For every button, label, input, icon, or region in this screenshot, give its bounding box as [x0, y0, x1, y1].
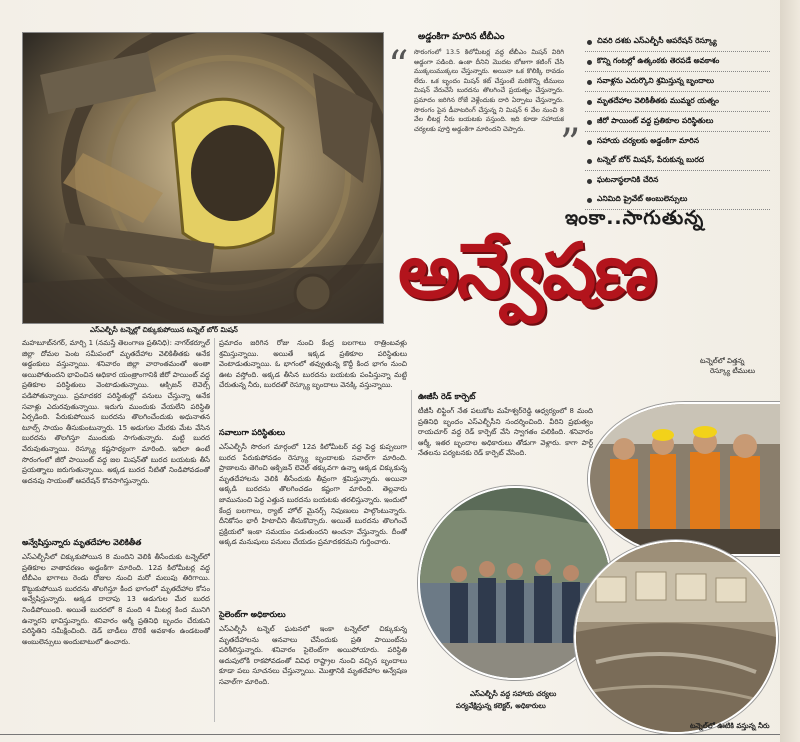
highlight-item: ఘటనాస్థలానికి చేరిన	[585, 171, 770, 190]
seepage-caption: టన్నెల్‌లో ఊటికి వస్తున్న నీరు	[690, 722, 770, 730]
column-3-subheading: ఊజీసీ రెడ్ కార్పెట్	[418, 392, 476, 401]
column-2-text: ప్రమాదం జరిగిన రోజు నుంచి కేంద్ర బలగాలు రాత్రింబవళ్లు శ్రమిస్తున్నాయి. అయితే ఇక్కడ ప్రతికూల పరిస్థితులు వెంటాడుతున్నాయి. ఓ భాగంలో తవ్వుతున్న కొద్దీ కింద భాగం నుంచి ఊట వస్తోంది. అక్కడ తీసిన బురదను బయటకు పంపిస్తున్నా మట్టి చేరుతున్న నీరు, బురదతో రెస్క్యూ బృందాలు వెనక్కి వస్తున్నాయి.	[219, 339, 407, 390]
column-2-subheading: సవాలుగా పరిస్థితులు	[219, 428, 286, 437]
seepage-photo	[574, 540, 778, 734]
tbm-box-text: సొరంగంలో 13.5 కిలోమీటర్ల వద్ద టీబీఎం మిషన్ విరిగి అడ్డంగా పడింది. ఉంకా దీనిని మొదట బోజుగా కటింగ్ చేసి ముక్కలుముక్కలు చేస్తున్నారు. అయినా ఒక కొలిక్కి రావడం లేదు. ఒక బృందం మిషన్ కట్ చేస్తుంటే మరికొన్ని టీములు మిషన్ వేరుచేసే బురదను తొలగించే ప్రయత్నం చేస్తున్నారు. ప్రమాదం జరిగిన రోజే వెళ్లేందుకు దారి ఏర్పాటు చేస్తున్నారు. సొరంగం పైన డీవాటరింగ్ చేస్తున్న ని మిషన్ 6 వేల నుంచి 8 వేల లీటర్ల నీరు బయటకు వస్తుంది. ఇది కూడా సహాయక చర్యలకు పూర్తి అడ్డంకిగా మారిందని చెప్పారు.	[414, 48, 564, 133]
column-3-text: టీజీసీ లిఫ్టింగ్ నేత పలుకోట మహేశ్వర్‌రెడ్డి ఆధ్వర్యంలో 8 మంది ప్రతినిధి బృందం ఎస్ఎల్బీసీని సందర్శించింది. వీరిని ప్రభుత్వం రాయచూర్ వద్ద రెడ్ కార్పెట్ వేసి స్వాగతం పలికింది. శనివారం ఆర్మీ, ఇతర బృందాల అధికారులు తోడుగా వెళ్లారు. కాగా పార్ట్ నేతలను పర్యటనకు రెడ్ కార్పెట్ వేసింది.	[418, 407, 593, 458]
highlight-item: మృతదేహాల వెలికితీతకు ముమ్మర యత్నం	[585, 92, 770, 112]
column-1-subheading: అన్వేషిస్తున్నారు మృతదేహాల వెలికితీత	[22, 538, 142, 547]
highlight-item: టన్నెల్ బోర్ మిషన్, పేరుకున్న బురద	[585, 151, 770, 171]
column-1-text: మహబూబ్‌నగర్, మార్చి 1 (నమస్తే తెలంగాణ ప్రతినిధి): నాగర్‌కర్నూల్ జిల్లా దోమల పెంట సమీపంలో మృతదేహాల వెలికితీతకు అనేక అడ్డంకులు వస్తున్నాయి. శనివారం జిల్లా వారాంతమంతో అంతా అయిపోతుందని భావించిన అధికార యంత్రాంగానికి జీరో పాయింట్ వద్ద ప్రతికూల పరిస్థితులు వెంటాడుతున్నాయి. ఆక్సిజన్ లెవెల్స్ పడిపోతున్నాయి. ప్రమాదకర పరిస్థితుల్లో పనులు చేస్తున్నా అనేక సవాళ్లు ఎదురవుతున్నాయి. ఇదుగు ముందుకు వేయలేని పరిస్థితి ఏర్పడింది. పేరుకుపోయిన బురదను తొలగించేందుకు అధునాతన టూల్స్ సాయం తీసుకుంటున్నారు. 15 అడుగుల మేరకు మేట వేసిన బురదను తొలగిస్తూ ముందుకు సాగుతున్నారు. మట్టి బురద వేరువుతున్నాయి. రెస్క్యూ కష్టసాధ్యంగా మారింది. ఇదిలా ఉంటే సొరంగంలో జీరో పాయింట్ వద్ద జల మిషన్‌తో బురద బయటకు తీసే ప్రయత్నాలు జరుగుతున్నాయి. అక్కడ బురద నీటితో నిండిపోవడంతో అదనపు సాయంతో ఆపరేషన్ కొనసాగిస్తున్నారు.	[22, 339, 210, 485]
rescue-team-caption-2: రెస్క్యూ టీములు	[710, 367, 756, 375]
column-2-subheading-2: సైలెంట్‌గా అధికారులు	[219, 610, 286, 619]
column-2-text-3: ఎస్ఎల్బీసీ టన్నెల్ ఘటనలో ఇంకా టన్నెల్‌లో చిక్కుకున్న మృతదేహాలను ఆనవాలు చేసేందుకు ప్రతి పాయింట్‌ను పరిశీలిస్తున్నారు. శనివారం సైలెంట్‌గా అయిపోయారు. పరిస్థితి అదుపులోకి రాకపోవడంతో వివిధ రాష్ట్రాల నుంచి వచ్చిన బృందాలు కూడా పలు సూచనలు చేస్తున్నాయి. మొత్తానికి మృతదేహాల అన్వేషణ సవాల్‌గా మారింది.	[219, 625, 407, 686]
highlight-item: సహాయ చర్యలకు అడ్డంకిగా మారిన	[585, 132, 770, 151]
main-photo-caption: ఎస్ఎల్బీసీ టన్నెల్లో చిక్కుకుపోయిన టన్నెల్ బోర్ మిషన్	[90, 326, 238, 334]
rescue-team-image	[590, 404, 780, 554]
column-divider	[214, 338, 215, 722]
rescue-team-photo	[588, 402, 782, 556]
column-divider	[411, 390, 412, 450]
highlight-item: కొన్ని గంటల్లో ఉత్కంఠకు తెరపడే అవకాశం	[585, 52, 770, 72]
column-2-text-2: ఎస్ఎల్బీసీ సొరంగ మార్గంలో 12వ కిలోమీటర్ వద్ద పెద్ద కుప్పలుగా బురద పేరుకుపోవడం రెస్క్యూ బృందాలకు సవాల్‌గా మారింది. ప్రాణాలను తెగించి ఆక్సిజన్ లెవెల్ తక్కువగా ఉన్నా అక్కడ చిక్కుకున్న మృతదేహాలను వెలికి తీసేందుకు తీవ్రంగా శ్రమిస్తున్నారు. అయినా అక్కడి బురదను తొలగించడం కష్టంగా మారింది. తెల్లవారు జామునుంచి పెద్ద ఎత్తున బురదను బయటకు తరలిస్తున్నారు. ఇందులో కేంద్ర బలగాలు, ర్యాట్ హోల్ మైనర్స్ నిపుణులు పాల్గొంటున్నారు. దీనికోసం భారీ హిటాచీని తీసుకొచ్చారు. అయితే బురదను తొలగించే ప్రక్రియలో ఇంకా సమయం పడుతుందని అంచనా వేస్తున్నారు. దీంతో అక్కడ మనుషులు పనులు చేయడం ప్రమాదకరమని గుర్తించారు.	[219, 443, 407, 547]
rescue-team-caption-1: టన్నెల్‌లో విత్తన్న	[700, 357, 745, 365]
open-quote-icon: “	[388, 43, 409, 89]
highlight-item: చివరి దశకు ఎస్ఎల్బీసీ ఆపరేషన్ రెస్క్యూ	[585, 32, 770, 52]
highlight-item: ఎనిమిది ప్రైవేట్ అంబులెన్సులు	[585, 190, 770, 210]
officials-caption-2: పర్యవేక్షిస్తున్న కలెక్టర్, అధికారులు	[456, 702, 546, 710]
tunnel-machine-image	[23, 33, 383, 323]
adjacent-page-edge	[780, 0, 800, 742]
bottom-rule	[0, 734, 800, 735]
column-1b-text: ఎస్ఎల్బీసీలో చిక్కుకుపోయిన 8 మందిని వెలికి తీసేందుకు టన్నెల్‌లో ప్రతికూల వాతావరణం అడ్డంకిగా మారింది. 12వ కిలోమీటర్ల వద్ద టీబీఎం భాగాలు రెండు రోజుల నుంచి మరో మలుపు తిరిగాయి. కొట్టుకుపోయిన బురదను తొలగిస్తూ కింద భాగంలో మృతదేహాల కోసం అన్వేషిస్తున్నారు. అక్కడ దాదాపు 13 అడుగుల మేర బురద నిండిపోయింది. అయితే బురదలో 8 మంది 4 మీటర్ల కింద మునిగి ఉన్నారని భావిస్తున్నారు. శనివారం ఆర్మీ ప్రతినిధి బృందం చేరుకుని పరిస్థితిని సమీక్షించింది. డెడ్ బాడీలు దొరికే అవకాశం ఉండటంతో అంబులెన్సులు అందుబాటులో ఉంచారు.	[22, 553, 210, 646]
headline-title: అన్వేషణ	[398, 226, 656, 315]
tbm-box	[388, 32, 580, 217]
highlight-item: సవాళ్లను ఎదుర్కొని శ్రమిస్తున్న బృందాలు	[585, 72, 770, 92]
officials-caption-1: ఎస్ఎల్బీసీ వద్ద సహాయ చర్యలు	[470, 690, 557, 698]
highlight-item: జీరో పాయింట్ వద్ద ప్రతికూల పరిస్థితులు	[585, 112, 770, 132]
main-tunnel-photo	[22, 32, 384, 324]
seepage-image	[576, 542, 776, 732]
close-quote-icon: ”	[560, 121, 581, 167]
tbm-box-heading: అడ్డంకిగా మారిన టీబీఎం	[418, 32, 505, 42]
highlights-list	[585, 32, 770, 210]
headline-tagline: ఇంకా..సాగుతున్న	[565, 207, 705, 229]
